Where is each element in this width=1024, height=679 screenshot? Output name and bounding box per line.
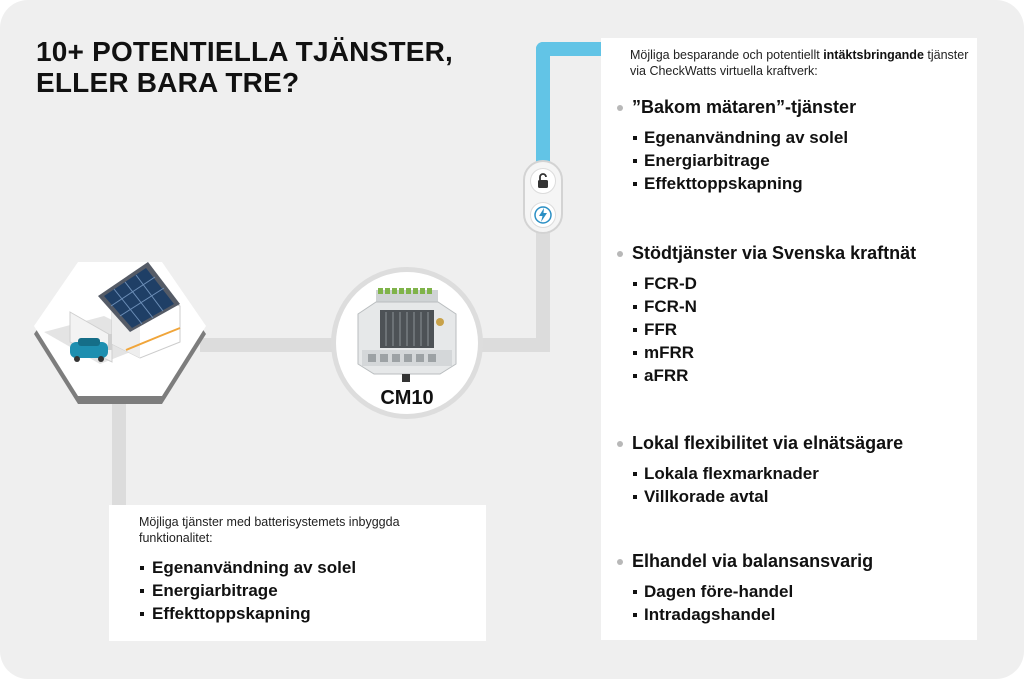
title-line-1: 10+ POTENTIELLA TJÄNSTER, (36, 36, 454, 67)
list-item: aFRR (633, 364, 967, 387)
switch-capsule (523, 160, 563, 234)
cm10-device-icon (354, 286, 460, 382)
group-electricity-trading (617, 550, 967, 626)
list-item: Energiarbitrage (140, 579, 356, 602)
vpp-services-box (601, 38, 977, 640)
vpp-intro-suffix: tjänster via CheckWatts virtuella kraftverk: (630, 48, 969, 78)
connector-house-down (112, 400, 126, 516)
list-item: FCR-D (633, 272, 967, 295)
vpp-intro (630, 47, 975, 79)
connector-switch-up (536, 42, 550, 164)
list-item: Villkorade avtal (633, 485, 967, 508)
device-label: CM10 (380, 387, 434, 409)
lightning-bolt-icon (530, 202, 556, 228)
group-local-flexibility (617, 432, 967, 508)
group-title: Stödtjänster via Svenska kraftnät (617, 242, 967, 264)
vpp-intro-prefix: Möjliga besparande och potentiellt (630, 48, 824, 62)
page-title (36, 36, 453, 98)
group-items (617, 462, 967, 508)
group-items (617, 580, 967, 626)
group-behind-meter (617, 96, 967, 195)
list-item: Intradagshandel (633, 603, 967, 626)
group-items (617, 272, 967, 387)
vpp-intro-bold: intäktsbringande (823, 48, 924, 62)
battery-services-box (109, 505, 486, 641)
unlock-icon (530, 168, 556, 194)
list-item: Egenanvändning av solel (140, 556, 356, 579)
list-item: Dagen före-handel (633, 580, 967, 603)
solar-house-icon (30, 258, 210, 408)
group-items (617, 126, 967, 195)
group-title: ”Bakom mätaren”-tjänster (617, 96, 967, 118)
group-title: Lokal flexibilitet via elnätsägare (617, 432, 967, 454)
list-item: FFR (633, 318, 967, 341)
connector-to-vpp-box (536, 42, 606, 56)
battery-intro: Möjliga tjänster med batterisystemets inbyggda funktionalitet: (139, 515, 400, 545)
list-item: Effekttoppskapning (140, 602, 356, 625)
list-item: FCR-N (633, 295, 967, 318)
cm10-device (331, 267, 483, 419)
group-ancillary-services (617, 242, 967, 387)
connector-house-to-device (200, 338, 340, 352)
battery-items (140, 556, 356, 625)
list-item: Energiarbitrage (633, 149, 967, 172)
list-item: mFRR (633, 341, 967, 364)
list-item: Effekttoppskapning (633, 172, 967, 195)
group-title: Elhandel via balansansvarig (617, 550, 967, 572)
title-line-2: ELLER BARA TRE? (36, 67, 300, 98)
list-item: Lokala flexmarknader (633, 462, 967, 485)
connector-switch-down (536, 230, 550, 352)
list-item: Egenanvändning av solel (633, 126, 967, 149)
